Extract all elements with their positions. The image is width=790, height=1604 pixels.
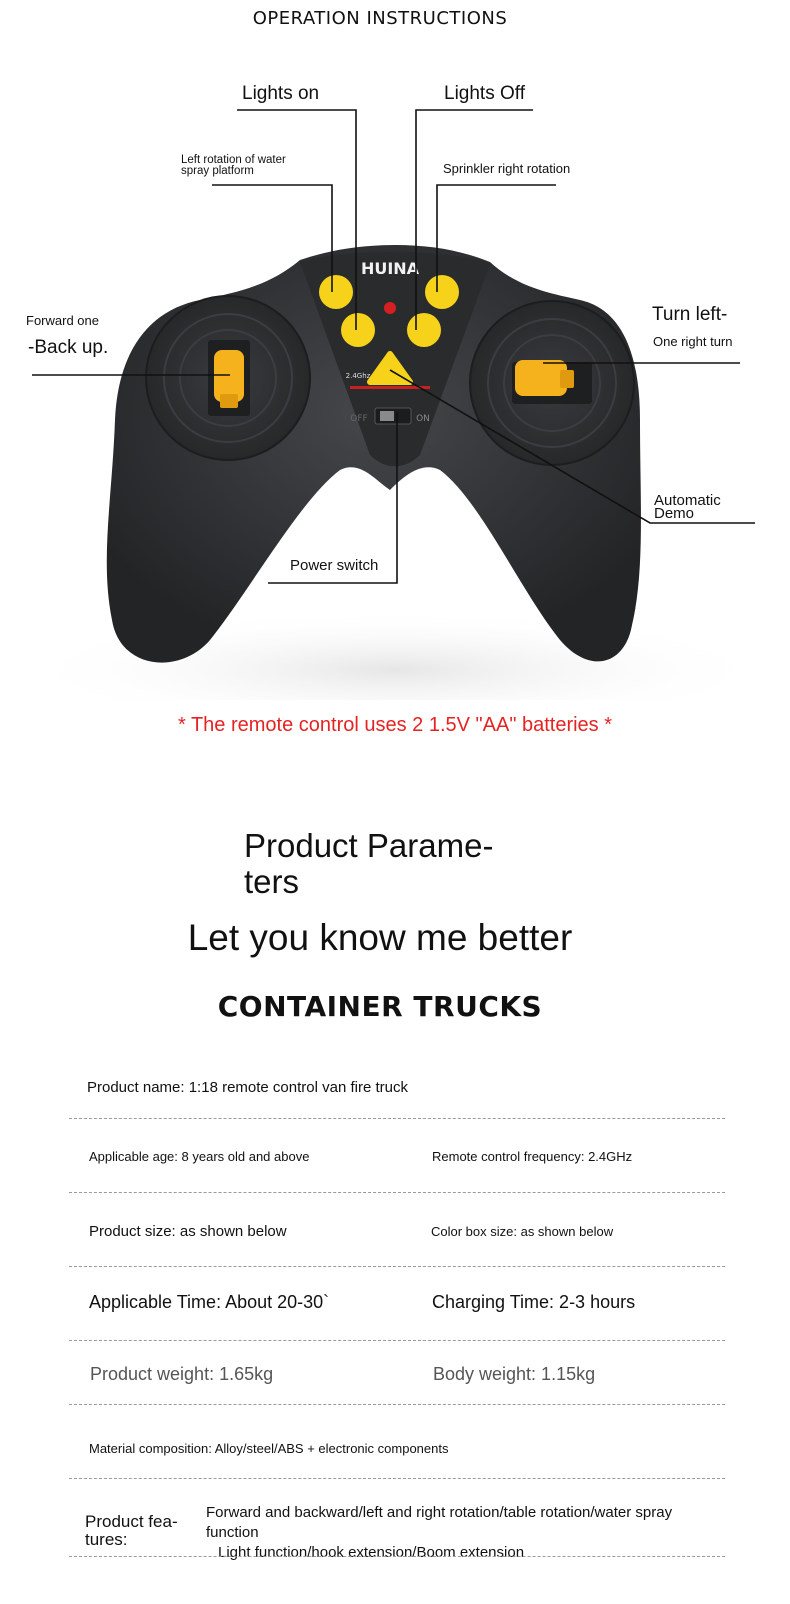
lights-on-button bbox=[341, 313, 375, 347]
row-divider bbox=[69, 1404, 725, 1405]
product-parameters-title bbox=[244, 828, 493, 900]
status-led bbox=[384, 302, 396, 314]
left-rotation-label-line2: spray platform bbox=[181, 165, 254, 177]
product-features-label bbox=[85, 1513, 178, 1549]
container-trucks-title: CONTAINER TRUCKS bbox=[217, 990, 543, 1023]
know-me-better-subtitle: Let you know me better bbox=[187, 917, 573, 958]
lights-off-button bbox=[407, 313, 441, 347]
row-divider bbox=[69, 1556, 725, 1557]
automatic-label-line1: Automatic bbox=[654, 492, 721, 509]
row-divider bbox=[69, 1118, 725, 1119]
features-line2: function bbox=[206, 1524, 259, 1541]
color-box-size-cell: Color box size: as shown below bbox=[431, 1224, 614, 1239]
remote-frequency-cell: Remote control frequency: 2.4GHz bbox=[432, 1149, 633, 1164]
features-line1: Forward and backward/left and right rotation/table rotation/water spray bbox=[206, 1504, 673, 1521]
left-rotation-button bbox=[319, 275, 353, 309]
frequency-mark: 2.4Ghz bbox=[345, 372, 371, 380]
left-rotation-label-line1: Left rotation of water bbox=[181, 154, 286, 166]
turn-left-label: Turn left- bbox=[652, 304, 728, 325]
product-features-text bbox=[206, 1503, 676, 1563]
applicable-age-cell: Applicable age: 8 years old and above bbox=[89, 1149, 310, 1164]
row-divider bbox=[69, 1266, 725, 1267]
off-mark: OFF bbox=[350, 414, 368, 424]
product-size-cell: Product size: as shown below bbox=[89, 1223, 287, 1240]
sprinkler-right-label: Sprinkler right rotation bbox=[443, 161, 571, 176]
product-features-label-line1: Product fea- bbox=[85, 1512, 178, 1531]
row-divider bbox=[69, 1340, 725, 1341]
battery-note: * The remote control uses 2 1.5V "AA" batteries * bbox=[177, 714, 613, 736]
row-divider bbox=[69, 1192, 725, 1193]
forward-one-label: Forward one bbox=[26, 313, 99, 328]
product-parameters-title-line2: ters bbox=[244, 863, 300, 900]
remote-controller-illustration bbox=[0, 0, 790, 700]
operation-instructions-title: OPERATION INSTRUCTIONS bbox=[252, 8, 508, 29]
row-divider bbox=[69, 1478, 725, 1479]
product-weight-cell: Product weight: 1.65kg bbox=[90, 1364, 274, 1384]
right-stick-knob bbox=[515, 360, 567, 396]
demo-label-line2: Demo bbox=[654, 505, 695, 522]
body-weight-cell: Body weight: 1.15kg bbox=[433, 1364, 596, 1384]
one-right-turn-label: One right turn bbox=[653, 334, 733, 349]
features-line3: Light function/hook extension/Boom extension bbox=[218, 1544, 525, 1561]
applicable-time-cell: Applicable Time: About 20-30` bbox=[89, 1292, 330, 1312]
product-name-cell: Product name: 1:18 remote control van fire truck bbox=[87, 1079, 408, 1096]
brand-mark: HUINA bbox=[360, 259, 420, 278]
lights-on-label: Lights on bbox=[242, 83, 320, 104]
power-switch-label: Power switch bbox=[290, 557, 379, 574]
material-composition-cell: Material composition: Alloy/steel/ABS + electronic components bbox=[89, 1441, 449, 1456]
on-mark: ON bbox=[416, 414, 430, 424]
back-up-label: -Back up. bbox=[28, 337, 109, 358]
sprinkler-right-button bbox=[425, 275, 459, 309]
charging-time-cell: Charging Time: 2-3 hours bbox=[432, 1292, 636, 1312]
product-parameters-title-line1: Product Parame- bbox=[244, 827, 494, 864]
product-features-label-line2: tures: bbox=[85, 1530, 128, 1549]
lights-off-label: Lights Off bbox=[444, 83, 525, 104]
